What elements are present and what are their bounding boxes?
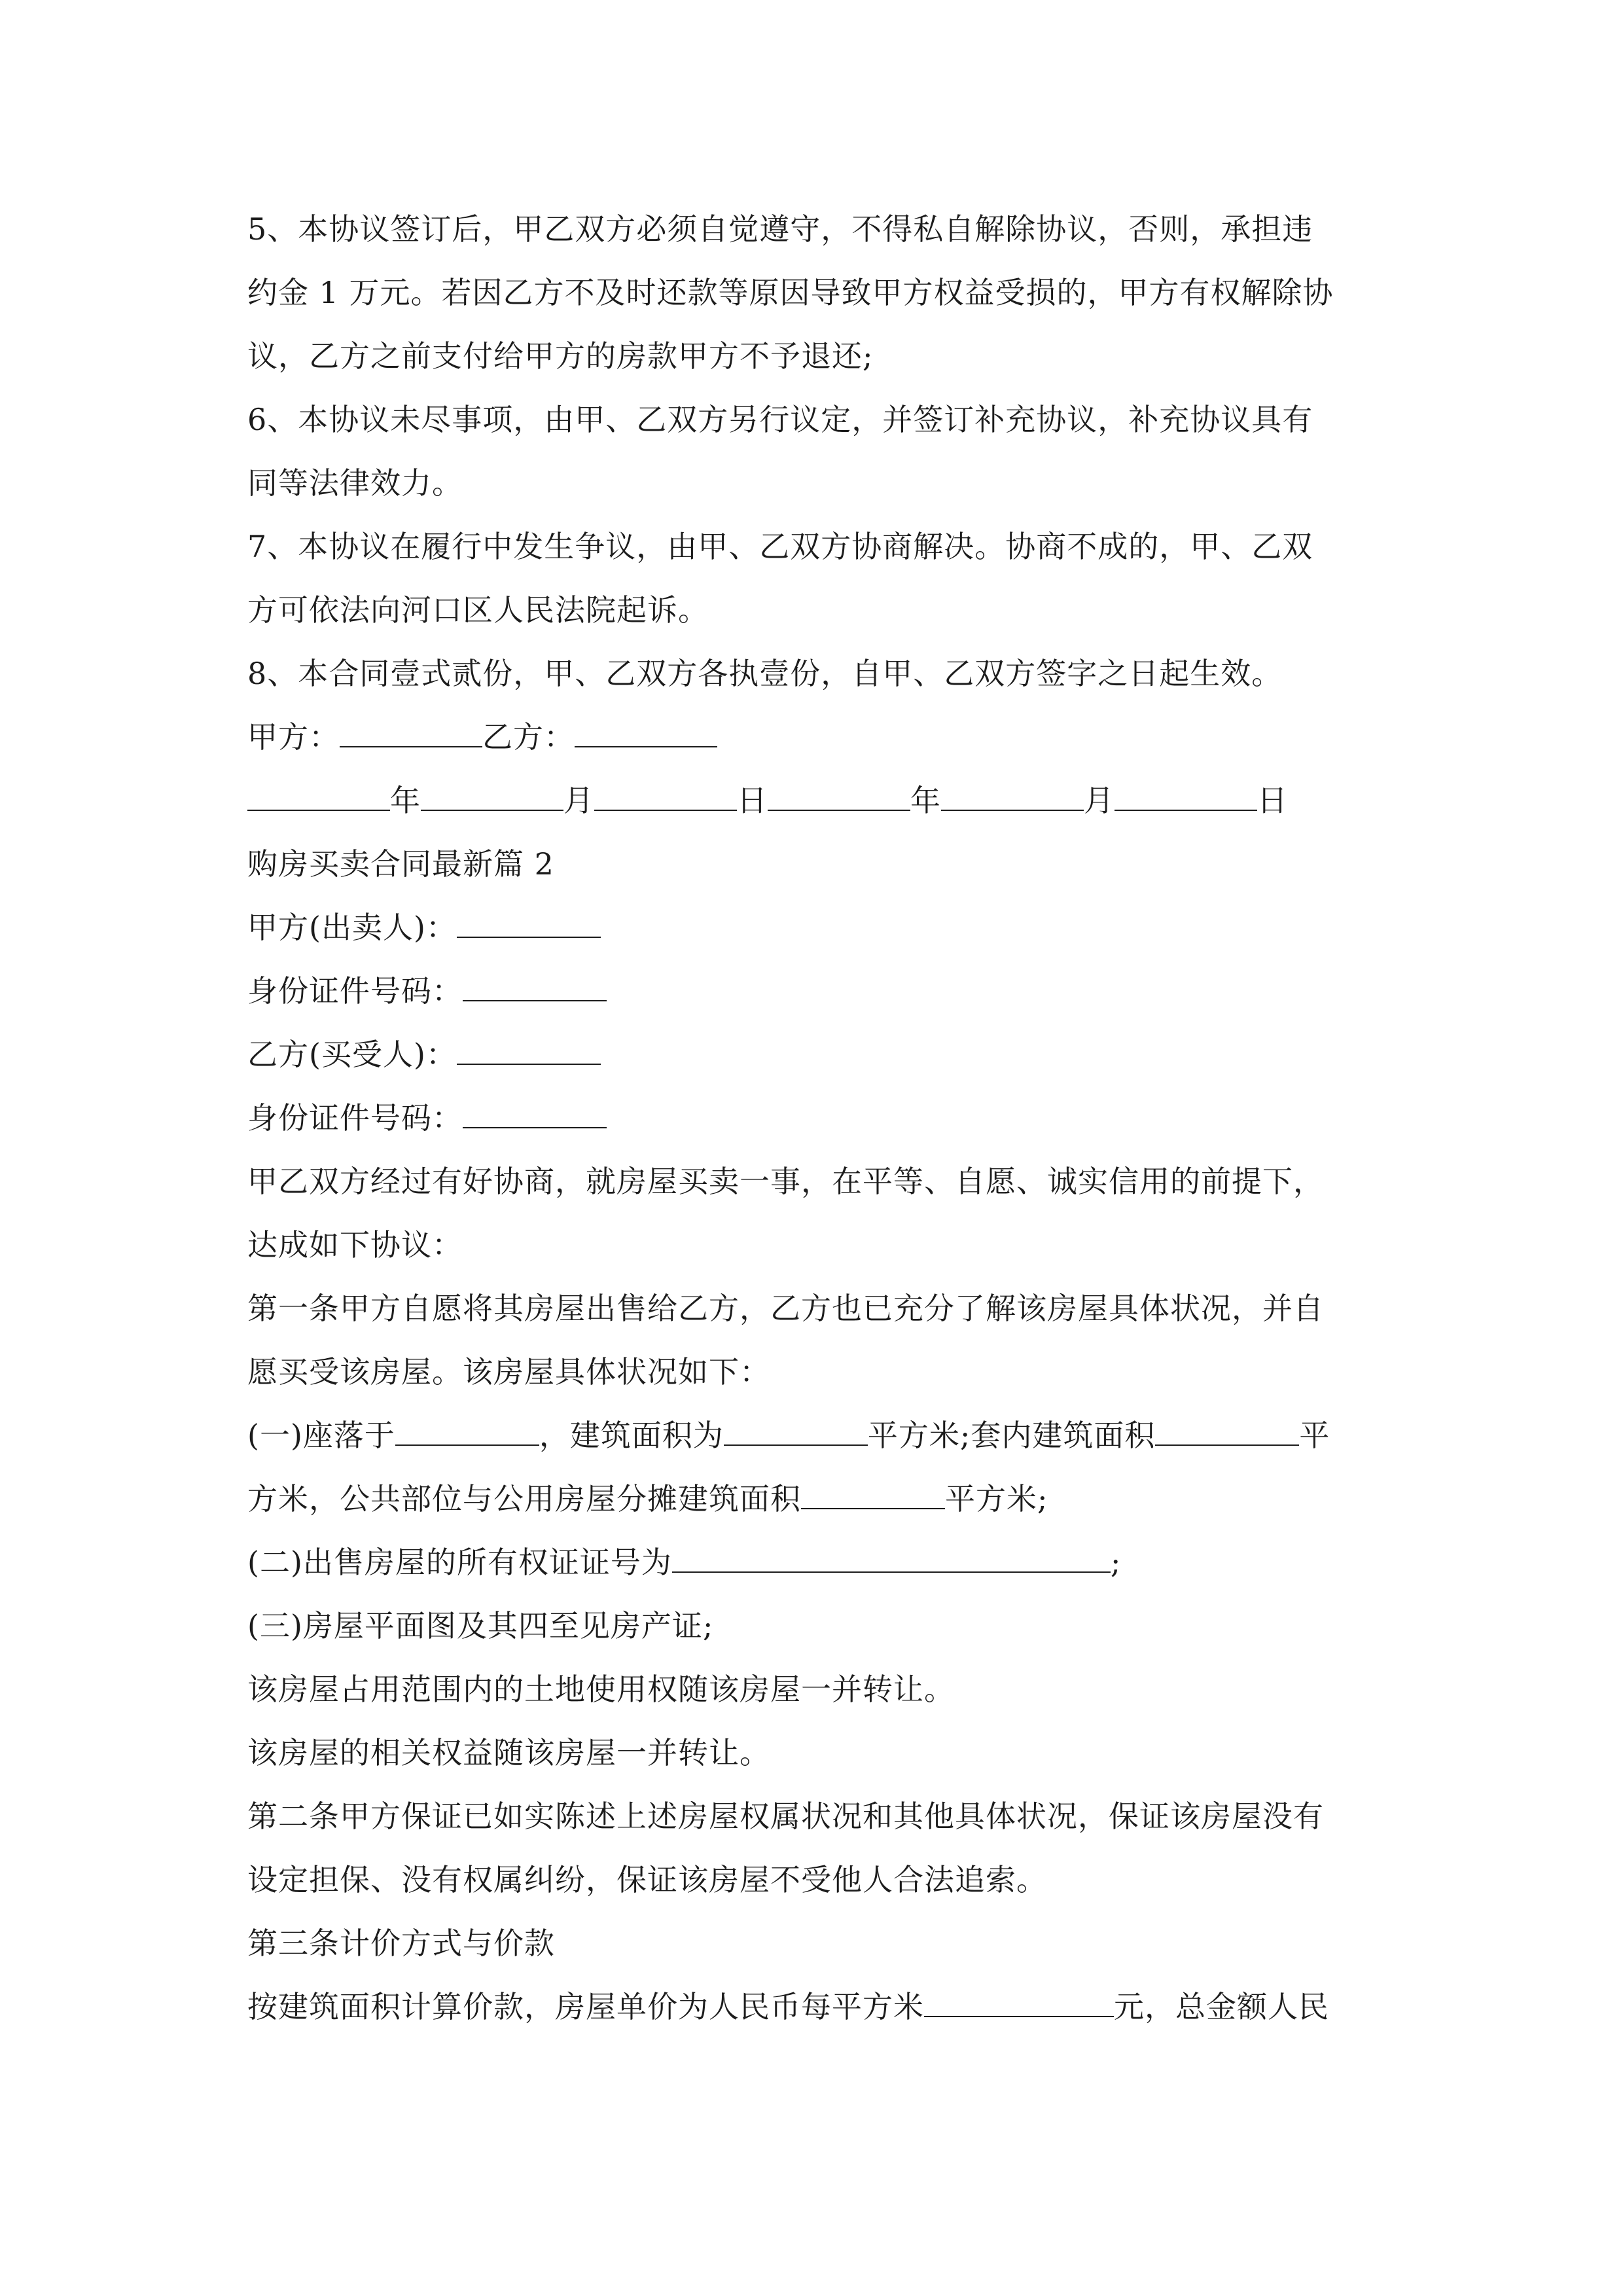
item-1-shared-area-unit: 平方米; [945,1481,1048,1516]
intro-line-1: 甲乙双方经过有好协商，就房屋买卖一事，在平等、自愿、诚实信用的前提下， [247,1164,1324,1199]
party-a-label: 甲方： [247,719,340,755]
party-b-blank[interactable] [575,717,717,747]
item-1-shared-area-label: 方米，公共部位与公用房屋分摊建筑面积 [247,1481,801,1516]
party-b-month-blank[interactable] [941,781,1084,811]
item-2-label: (二)出售房屋的所有权证证号为 [247,1545,672,1580]
clause-5-line-2: 约金 1 万元。若因乙方不及时还款等原因导致甲方权益受损的，甲方有权解除协 [247,275,1334,310]
buyer-blank[interactable] [457,1035,601,1065]
article-3-title: 第三条计价方式与价款 [247,1926,555,1961]
item-2 [247,1543,1121,1582]
item-2-end: ; [1110,1545,1122,1580]
total-amount-label: 元，总金额人民 [1114,1989,1329,2024]
clause-5-line-1: 5、本协议签订后，甲乙双方必须自觉遵守，不得私自解除协议，否则，承担违 [247,211,1313,247]
party-a-month-blank[interactable] [421,781,563,811]
party-a-day-label: 日 [737,783,768,818]
party-a-blank[interactable] [340,717,482,747]
buyer-label: 乙方(买受人)： [247,1037,457,1072]
party-b-label: 乙方： [482,719,575,755]
article-2-line-1: 第二条甲方保证已如实陈述上述房屋权属状况和其他具体状况，保证该房屋没有 [247,1799,1324,1834]
clause-7-line-1: 7、本协议在履行中发生争议，由甲、乙双方协商解决。协商不成的，甲、乙双 [247,529,1313,564]
party-a-month-label: 月 [563,783,594,818]
intro-line-2: 达成如下协议： [247,1227,463,1263]
buyer-id-field [247,1098,607,1138]
party-a-day-blank[interactable] [594,781,737,811]
buyer-id-label: 身份证件号码： [247,1100,463,1136]
item-1-area-label: ，建筑面积为 [539,1418,724,1453]
certificate-number-blank[interactable] [672,1543,1111,1573]
buyer-field [247,1035,601,1074]
location-blank[interactable] [395,1416,539,1446]
article-3-price-line [247,1987,1329,2026]
item-1-inner-area-label: 平方米;套内建筑面积 [867,1418,1156,1453]
seller-blank[interactable] [457,908,601,938]
clause-5-line-3: 议，乙方之前支付给甲方的房款甲方不予退还; [247,338,874,374]
seller-id-blank[interactable] [463,971,607,1001]
party-b-day-label: 日 [1257,783,1288,818]
article-2-line-2: 设定担保、没有权属纠纷，保证该房屋不受他人合法追索。 [247,1862,1047,1897]
rights-statement: 该房屋的相关权益随该房屋一并转让。 [247,1735,770,1770]
party-b-year-blank[interactable] [768,781,910,811]
shared-area-blank[interactable] [801,1479,945,1509]
buyer-id-blank[interactable] [463,1098,607,1128]
party-a-year-blank[interactable] [247,781,390,811]
article-1-line-2: 愿买受该房屋。该房屋具体状况如下： [247,1354,770,1390]
seller-id-field [247,971,607,1011]
clause-8: 8、本合同壹式贰份，甲、乙双方各执壹份，自甲、乙双方签字之日起生效。 [247,656,1283,691]
party-b-year-label: 年 [910,783,941,818]
seller-id-label: 身份证件号码： [247,973,463,1009]
item-1-line-1 [247,1416,1330,1455]
seller-field [247,908,601,947]
item-1-line-2 [247,1479,1048,1518]
clause-6-line-1: 6、本协议未尽事项，由甲、乙双方另行议定，并签订补充协议，补充协议具有 [247,402,1313,437]
section-2-title: 购房买卖合同最新篇 2 [247,846,554,882]
clause-6-line-2: 同等法律效力。 [247,465,463,501]
party-b-day-blank[interactable] [1115,781,1257,811]
item-3: (三)房屋平面图及其四至见房产证; [247,1608,714,1643]
unit-price-blank[interactable] [924,1987,1114,2017]
clause-7-line-2: 方可依法向河口区人民法院起诉。 [247,592,709,628]
party-b-month-label: 月 [1084,783,1115,818]
seller-label: 甲方(出卖人)： [247,910,457,945]
signature-parties [247,717,717,757]
party-a-year-label: 年 [390,783,421,818]
signature-dates [247,781,1288,820]
unit-price-label: 按建筑面积计算价款，房屋单价为人民币每平方米 [247,1989,924,2024]
inner-area-blank[interactable] [1155,1416,1299,1446]
article-1-line-1: 第一条甲方自愿将其房屋出售给乙方，乙方也已充分了解该房屋具体状况，并自 [247,1291,1324,1326]
item-1-location-label: (一)座落于 [247,1418,395,1453]
land-use-statement: 该房屋占用范围内的土地使用权随该房屋一并转让。 [247,1672,955,1707]
building-area-blank[interactable] [724,1416,868,1446]
item-1-unit-start: 平 [1299,1418,1330,1453]
